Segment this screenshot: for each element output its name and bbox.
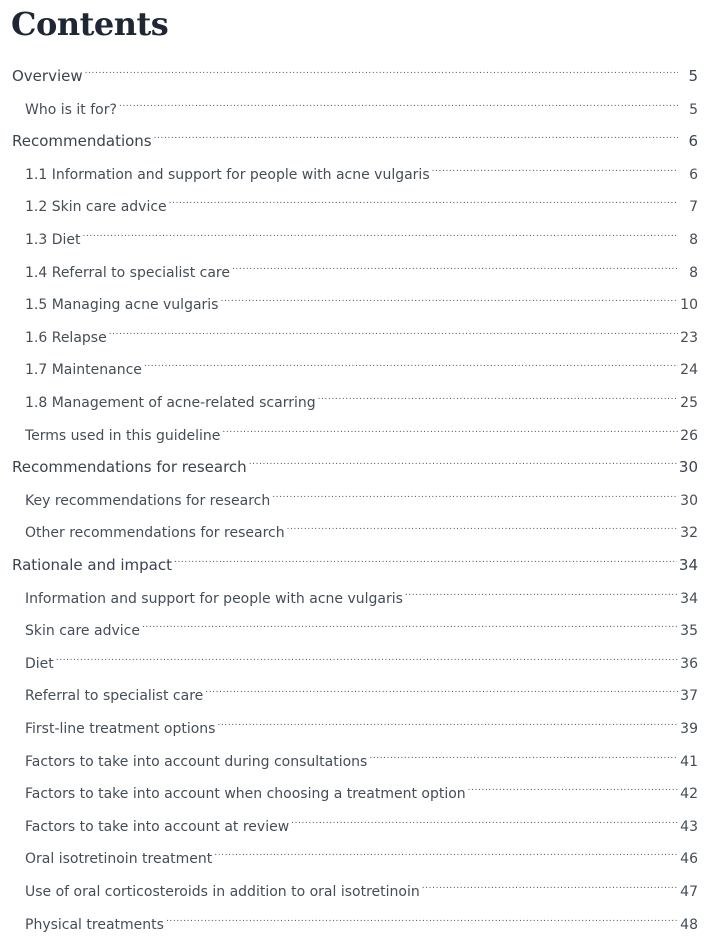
toc-entry-label: 1.5 Managing acne vulgaris — [25, 297, 219, 314]
toc-entry-label: 1.8 Management of acne-related scarring — [25, 395, 316, 411]
toc-dot-leader — [318, 385, 678, 407]
toc-subsection-16[interactable] — [25, 581, 698, 607]
toc-page-number: 8 — [689, 232, 698, 248]
toc-section-12[interactable] — [12, 450, 698, 477]
toc-subsection-21[interactable] — [25, 744, 698, 770]
toc-entry-label: Who is it for? — [25, 101, 117, 118]
toc-entry-label: Other recommendations for research — [25, 525, 285, 542]
toc-page-number: 41 — [680, 753, 698, 770]
toc-dot-leader — [144, 352, 678, 374]
toc-dot-leader — [169, 189, 678, 211]
toc-subsection-13[interactable] — [25, 483, 698, 509]
toc-dot-leader — [222, 418, 678, 440]
toc-entry-label: Referral to specialist care — [25, 688, 204, 705]
toc-entry-label: Factors to take into account during consultations — [25, 753, 368, 770]
toc-subsection-8[interactable] — [25, 320, 698, 346]
toc-page-number: 47 — [680, 884, 698, 900]
toc-dot-leader — [369, 744, 678, 766]
toc-subsection-20[interactable] — [25, 711, 698, 737]
toc-entry-label: Overview — [12, 67, 83, 85]
toc-subsection-22[interactable] — [25, 776, 698, 803]
toc-subsection-11[interactable] — [25, 418, 698, 444]
toc-entry-label: 1.4 Referral to specialist care — [25, 264, 230, 281]
toc-entry-label: Factors to take into account when choosing a treatment option — [25, 786, 466, 803]
toc-entry-label: Information and support for people with acne vulgaris — [25, 590, 403, 607]
toc-page-number: 6 — [689, 166, 698, 183]
toc-entry-label: Factors to take into account at review — [25, 818, 290, 835]
toc-page-number: 7 — [689, 199, 698, 216]
toc-entry-label: Oral isotretinoin treatment — [25, 851, 213, 868]
toc-dot-leader — [85, 59, 678, 81]
toc-subsection-3[interactable] — [25, 157, 698, 183]
toc-entry-label: Terms used in this guideline — [25, 427, 221, 444]
toc-dot-leader — [83, 222, 679, 244]
toc-page-number: 35 — [680, 623, 698, 640]
toc-subsection-6[interactable] — [25, 255, 698, 281]
toc-section-2[interactable] — [12, 124, 698, 151]
toc-dot-leader — [432, 157, 678, 179]
toc-entry-label: 1.6 Relapse — [25, 329, 107, 346]
toc-dot-leader — [291, 809, 678, 831]
toc-dot-leader — [174, 548, 677, 570]
toc-subsection-17[interactable] — [25, 613, 698, 640]
toc-page-number: 34 — [678, 556, 698, 574]
toc-dot-leader — [56, 646, 678, 668]
toc-dot-leader — [119, 92, 678, 114]
toc-page-number: 23 — [680, 329, 698, 346]
toc-subsection-14[interactable] — [25, 515, 698, 542]
toc-subsection-26[interactable] — [25, 907, 698, 933]
toc-page-number: 34 — [680, 590, 698, 607]
toc-page-number: 32 — [680, 525, 698, 542]
toc-entry-label: Diet — [25, 655, 54, 672]
toc-dot-leader — [166, 907, 678, 929]
toc-subsection-18[interactable] — [25, 646, 698, 672]
toc-page-number: 39 — [680, 721, 698, 737]
toc-entry-label: Rationale and impact — [12, 556, 172, 574]
toc-page-number: 48 — [680, 916, 698, 933]
toc-page-number: 5 — [689, 101, 698, 118]
toc-page-number: 8 — [689, 264, 698, 281]
toc-dot-leader — [214, 841, 678, 863]
toc-page-number: 24 — [680, 362, 698, 379]
page-title: Contents — [11, 5, 169, 43]
toc-page-number: 42 — [680, 786, 698, 803]
toc-subsection-1[interactable] — [25, 92, 698, 118]
toc-subsection-10[interactable] — [25, 385, 698, 411]
toc-page-number: 30 — [678, 458, 698, 477]
toc-entry-label: Recommendations for research — [12, 458, 247, 477]
toc-entry-label: Key recommendations for research — [25, 492, 271, 509]
toc-dot-leader — [142, 613, 678, 635]
toc-page-number: 30 — [680, 492, 698, 509]
toc-page-number: 37 — [680, 688, 698, 705]
toc-dot-leader — [232, 255, 678, 277]
toc-dot-leader — [205, 678, 678, 700]
toc-dot-leader — [109, 320, 678, 342]
toc-page-number: 43 — [680, 818, 698, 835]
toc-page-number: 36 — [680, 655, 698, 672]
toc-dot-leader — [468, 776, 678, 798]
toc-entry-label: 1.1 Information and support for people with acne vulgaris — [25, 166, 430, 183]
toc-entry-label: 1.2 Skin care advice — [25, 199, 167, 216]
toc-dot-leader — [405, 581, 678, 603]
toc-subsection-23[interactable] — [25, 809, 698, 835]
toc-subsection-7[interactable] — [25, 287, 698, 314]
toc-dot-leader — [422, 874, 678, 896]
toc-entry-label: Use of oral corticosteroids in addition to oral isotretinoin — [25, 884, 420, 900]
toc-page-number: 25 — [680, 395, 698, 411]
toc-subsection-5[interactable] — [25, 222, 698, 248]
toc-entry-label: 1.3 Diet — [25, 232, 81, 248]
toc-page-number: 46 — [680, 851, 698, 868]
toc-entry-label: 1.7 Maintenance — [25, 362, 142, 379]
toc-entry-label: First-line treatment options — [25, 721, 216, 737]
toc-dot-leader — [154, 124, 678, 146]
toc-dot-leader — [220, 287, 678, 309]
toc-entry-label: Recommendations — [12, 132, 152, 151]
toc-section-15[interactable] — [12, 548, 698, 574]
toc-subsection-4[interactable] — [25, 189, 698, 216]
toc-entry-label: Physical treatments — [25, 916, 164, 933]
toc-page-number: 10 — [680, 297, 698, 314]
toc-subsection-24[interactable] — [25, 841, 698, 868]
toc-section-0[interactable] — [12, 59, 698, 85]
toc-dot-leader — [287, 515, 678, 537]
toc-page-number: 6 — [688, 132, 698, 151]
toc-entry-label: Skin care advice — [25, 623, 140, 640]
toc-subsection-25[interactable] — [25, 874, 698, 900]
toc-page-number: 5 — [688, 67, 698, 85]
toc-dot-leader — [217, 711, 678, 733]
toc-subsection-19[interactable] — [25, 678, 698, 705]
toc-subsection-9[interactable] — [25, 352, 698, 379]
toc-dot-leader — [249, 450, 677, 472]
toc-page-number: 26 — [680, 427, 698, 444]
toc-dot-leader — [272, 483, 678, 505]
